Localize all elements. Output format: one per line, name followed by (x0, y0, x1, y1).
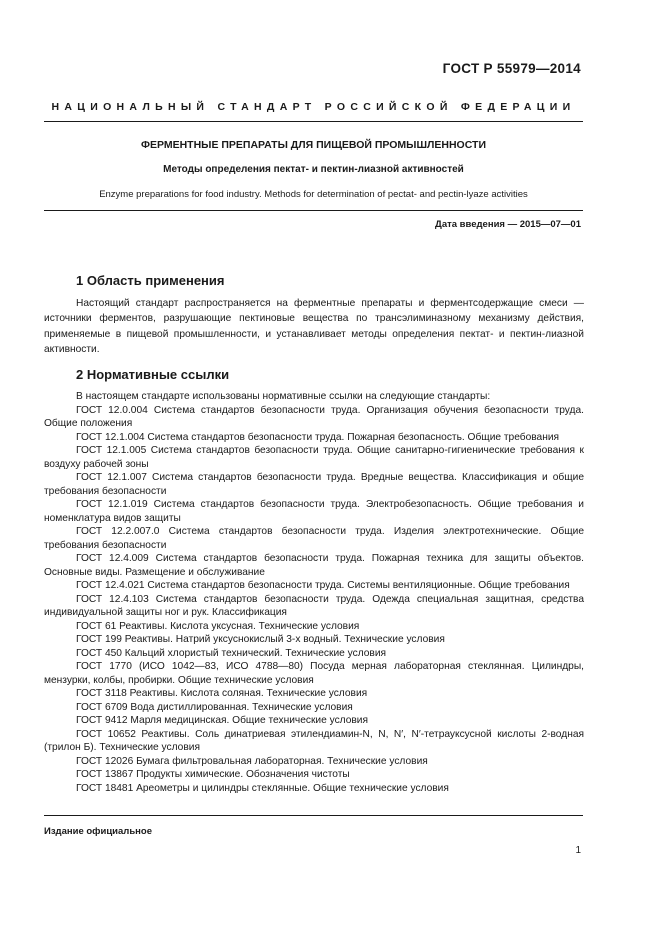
divider-top (44, 121, 583, 122)
reference-item: ГОСТ 450 Кальций хлористый технический. Технические условия (76, 647, 387, 659)
effective-date: Дата введения — 2015—07—01 (435, 219, 581, 230)
reference-item: ГОСТ 18481 Ареометры и цилиндры стеклянные. Общие технические условия (76, 782, 449, 794)
reference-item: ГОСТ 12.0.004 Система стандартов безопасности труда. Организация обучения безопасности труда. Общие положения (44, 404, 584, 429)
reference-item: ГОСТ 199 Реактивы. Натрий уксуснокислый 3-х водный. Технические условия (76, 634, 445, 645)
national-standard-banner: НАЦИОНАЛЬНЫЙ СТАНДАРТ РОССИЙСКОЙ ФЕДЕРАЦИИ (51, 101, 576, 113)
section-1-text: Настоящий стандарт распространяется на ферментные препараты и ферментсодержащие смеси — источники ферментов, разрушающие пектиновые вещества по трансэлиминазному механизму действия, применяемые в пищевой промышленности, и устанавливает методы определения пектат- и пектин-лиазной активности. (44, 298, 584, 355)
reference-item: ГОСТ 12.4.021 Система стандартов безопасности труда. Системы вентиляционные. Общие требования (76, 580, 570, 591)
reference-item: ГОСТ 12.1.005 Система стандартов безопасности труда. Общие санитарно-гигиенические требования к воздуху рабочей зоны (44, 445, 584, 470)
section-1-heading: 1 Область применения (76, 273, 225, 288)
footer-divider (44, 815, 583, 816)
reference-item: ГОСТ 61 Реактивы. Кислота уксусная. Технические условия (76, 620, 360, 632)
reference-item: ГОСТ 6709 Вода дистиллированная. Технические условия (76, 701, 353, 713)
section-2-body (44, 390, 584, 795)
reference-item: ГОСТ 12.2.007.0 Система стандартов безопасности труда. Изделия электротехнические. Общие требования безопасности (44, 526, 584, 551)
reference-item: ГОСТ 12026 Бумага фильтровальная лабораторная. Технические условия (76, 755, 428, 767)
reference-item: ГОСТ 13867 Продукты химические. Обозначения чистоты (76, 769, 350, 780)
page-number: 1 (575, 845, 581, 856)
reference-item: ГОСТ 12.1.004 Система стандартов безопасности труда. Пожарная безопасность. Общие требования (76, 431, 560, 443)
reference-item: ГОСТ 12.1.007 Система стандартов безопасности труда. Вредные вещества. Классификация и общие требования безопасности (44, 472, 584, 497)
divider-middle (44, 210, 583, 211)
reference-item: ГОСТ 12.1.019 Система стандартов безопасности труда. Электробезопасность. Общие требования и номенклатура видов защиты (44, 499, 584, 524)
document-subtitle: Методы определения пектат- и пектин-лиазной активностей (163, 164, 464, 175)
reference-item: ГОСТ 12.4.103 Система стандартов безопасности труда. Одежда специальная защитная, средства индивидуальной защиты ног и рук. Классификация (44, 593, 584, 618)
reference-item: ГОСТ 3118 Реактивы. Кислота соляная. Технические условия (76, 688, 368, 699)
section-2-heading: 2 Нормативные ссылки (76, 367, 230, 382)
reference-item: ГОСТ 9412 Марля медицинская. Общие технические условия (76, 715, 369, 726)
reference-item: ГОСТ 10652 Реактивы. Соль динатриевая этилендиамин-N, N, N′, N′-тетрауксусной кислоты 2-водная (трилон Б). Технические условия (44, 728, 584, 753)
reference-item: ГОСТ 12.4.009 Система стандартов безопасности труда. Пожарная техника для защиты объектов. Основные виды. Размещение и обслуживание (44, 553, 584, 578)
official-edition-label: Издание официальное (44, 826, 152, 837)
document-number: ГОСТ Р 55979—2014 (442, 61, 581, 76)
document-title-english: Enzyme preparations for food industry. Methods for determination of pectat- and pectin-lyaze activities (99, 189, 528, 200)
document-title: ФЕРМЕНТНЫЕ ПРЕПАРАТЫ ДЛЯ ПИЩЕВОЙ ПРОМЫШЛЕННОСТИ (141, 139, 486, 151)
section-2-intro: В настоящем стандарте использованы нормативные ссылки на следующие стандарты: (76, 391, 491, 402)
reference-item: ГОСТ 1770 (ИСО 1042—83, ИСО 4788—80) Посуда мерная лабораторная стеклянная. Цилиндры, мензурки, колбы, пробирки. Общие технические условия (44, 661, 584, 686)
